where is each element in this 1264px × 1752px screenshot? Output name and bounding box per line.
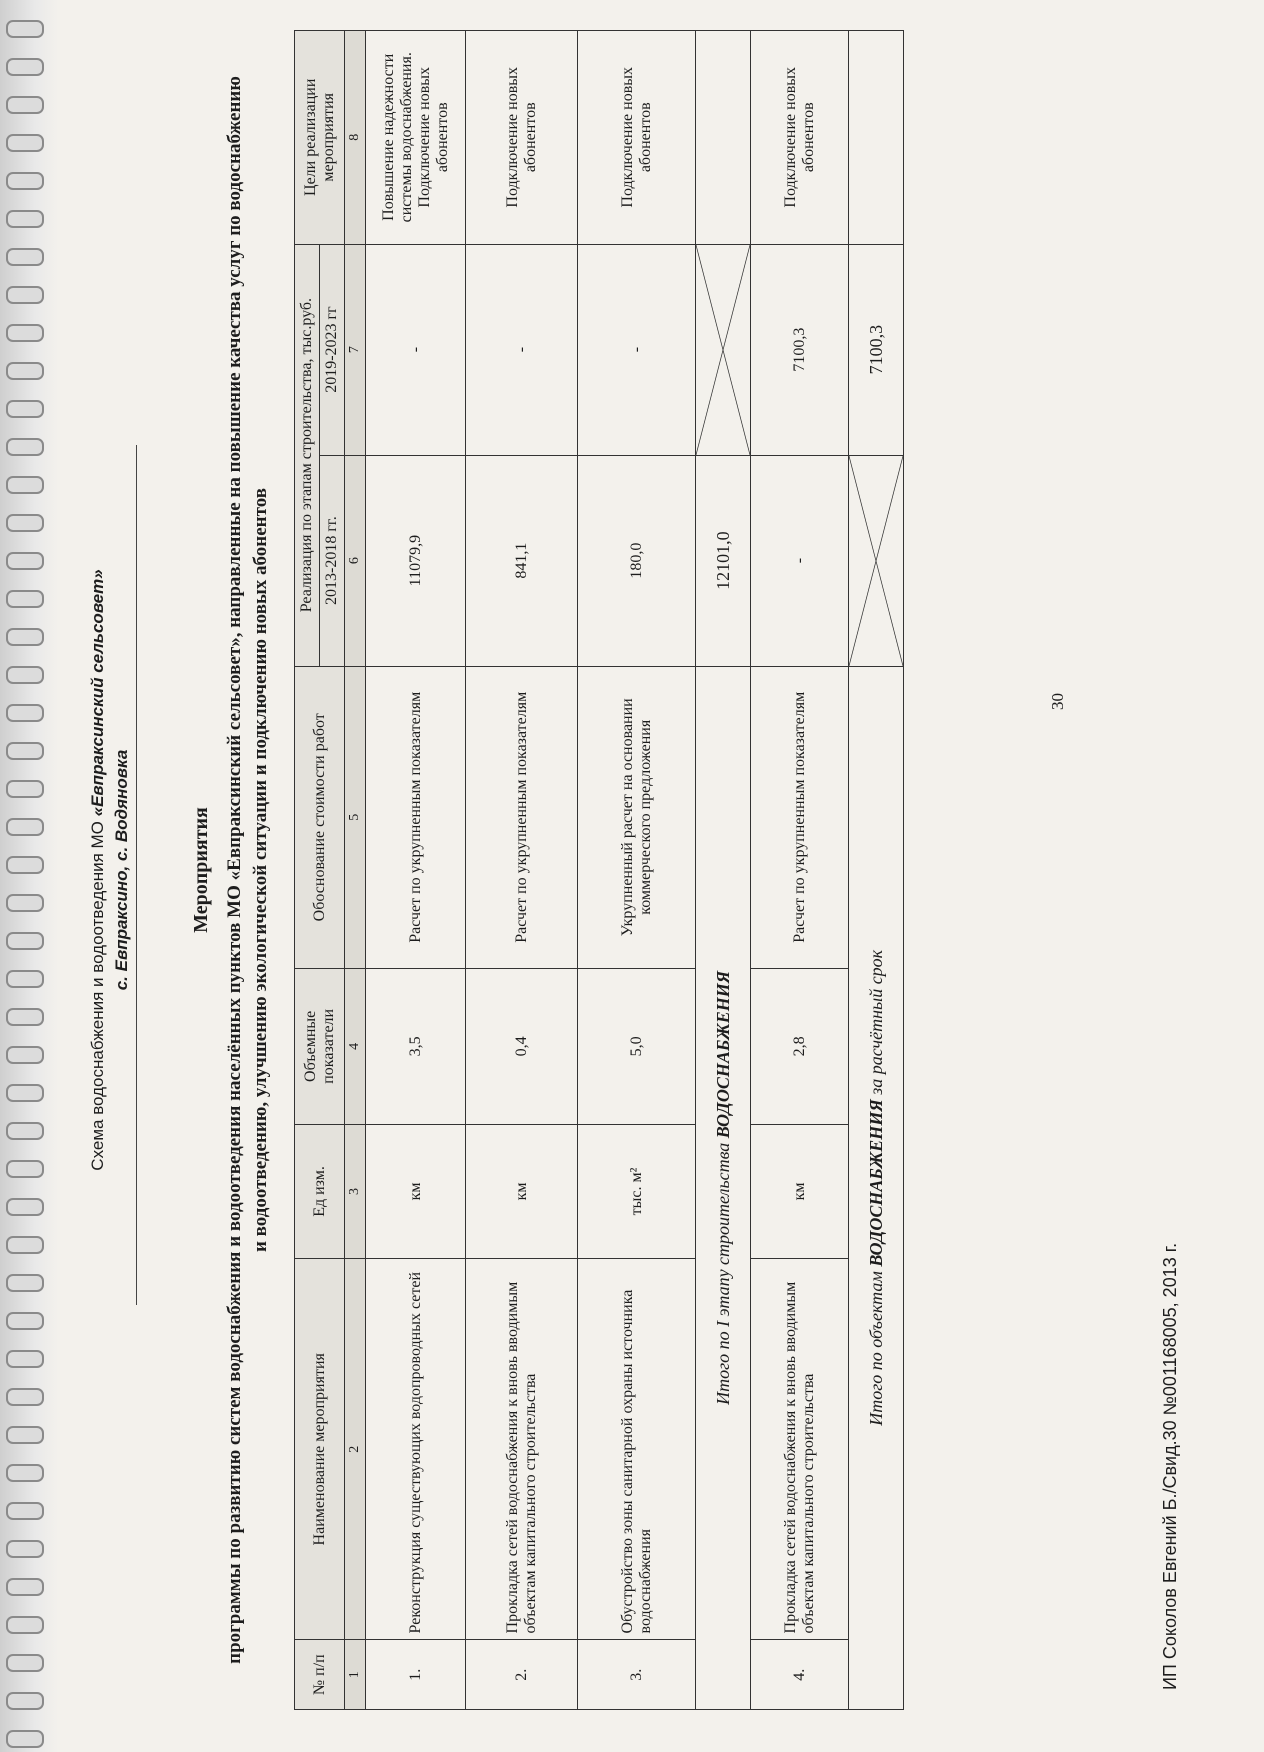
binding-ring (6, 1198, 44, 1216)
binding-ring (6, 1616, 44, 1634)
binding-ring (6, 1084, 44, 1102)
stage1-total-period1: 12101,0 (696, 455, 751, 666)
binding-ring (6, 172, 44, 190)
row-period1: 180,0 (578, 455, 696, 666)
binding-ring (6, 362, 44, 380)
col-realization-header: Реализация по этапам строительства, тыс.руб. (295, 244, 320, 666)
table-row (751, 31, 849, 1710)
row-unit: км (366, 1124, 466, 1258)
row-unit: км (466, 1124, 578, 1258)
row-period2: 7100,3 (751, 244, 849, 455)
binding-ring (6, 1654, 44, 1672)
row-name: Прокладка сетей водоснабжения к вновь вводимым объектам капитального строительства (751, 1259, 849, 1640)
page-subtitle: программы по развитию систем водоснабжения и водоотведения населённых пунктов МО «Евпраксинский сельсовет», направленные на повышение качества услуг по водоснабжению и водоотведению, улучшению экологической ситуации и подключению новых абонентов (224, 76, 271, 1664)
row-num: 3. (578, 1640, 696, 1710)
binding-ring (6, 818, 44, 836)
row-period1: 841,1 (466, 455, 578, 666)
table-row (578, 31, 696, 1710)
row-volume: 3,5 (366, 968, 466, 1124)
binding-ring (6, 1692, 44, 1710)
row-goal: Подключение новых абонентов (578, 31, 696, 245)
row-goal: Подключение новых абонентов (466, 31, 578, 245)
binding-ring (6, 476, 44, 494)
row-period2: - (466, 244, 578, 455)
stage1-total-bold: ВОДОСНАБЖЕНИЯ (712, 970, 733, 1139)
period-total-row (849, 31, 904, 1710)
col-number: 1 (345, 1640, 366, 1710)
col-number: 6 (345, 455, 366, 666)
binding-ring (6, 742, 44, 760)
binding-ring (6, 1350, 44, 1368)
binding-ring (6, 286, 44, 304)
row-unit: км (751, 1124, 849, 1258)
binding-ring (6, 1540, 44, 1558)
row-period1: 11079,9 (366, 455, 466, 666)
empty-cell (849, 31, 904, 245)
table-row (366, 31, 466, 1710)
rotated-page (70, 10, 1240, 1730)
stage1-total-row (696, 31, 751, 1710)
binding-ring (6, 58, 44, 76)
binding-ring (6, 1274, 44, 1292)
binding-ring (6, 324, 44, 342)
binding-ring (6, 210, 44, 228)
page-footer: ИП Соколов Евгений Б./Свид.30 №001168005, 2013 г. (1160, 1242, 1180, 1690)
column-number-row (345, 31, 366, 1710)
binding-ring (6, 1160, 44, 1178)
header-villages: с. Евпраксино, с. Водяновка (112, 749, 131, 991)
binding-ring (6, 552, 44, 570)
binding-ring (6, 1388, 44, 1406)
row-volume: 5,0 (578, 968, 696, 1124)
document-header (88, 10, 108, 1730)
binding-ring (6, 780, 44, 798)
binding-ring (6, 1578, 44, 1596)
row-goal: Повышение надежности системы водоснабжения. Подключение новых абонентов (366, 31, 466, 245)
page-number: 30 (1048, 693, 1067, 710)
row-name: Прокладка сетей водоснабжения к вновь вводимым объектам капитального строительства (466, 1259, 578, 1640)
binding-ring (6, 856, 44, 874)
period-total-prefix: Итого по объектам (865, 1266, 886, 1426)
binding-ring (6, 438, 44, 456)
binding-ring (6, 590, 44, 608)
row-name: Реконструкция существующих водопроводных сетей (366, 1259, 466, 1640)
row-goal: Подключение новых абонентов (751, 31, 849, 245)
col-name-header: Наименование мероприятия (295, 1259, 345, 1640)
stage1-total-label (696, 666, 751, 1709)
binding-ring (6, 1730, 44, 1748)
period-total-bold: ВОДОСНАБЖЕНИЯ (865, 1099, 886, 1267)
binding-ring (6, 1502, 44, 1520)
binding-ring (6, 666, 44, 684)
row-basis: Расчет по укрупненным показателям (466, 666, 578, 968)
binding-ring (6, 970, 44, 988)
stage1-total-prefix: Итого по I этапу строительства (712, 1138, 733, 1405)
col-number: 5 (345, 666, 366, 968)
row-basis: Расчет по укрупненным показателям (366, 666, 466, 968)
binding-ring (6, 628, 44, 646)
col-unit-header: Ед изм. (295, 1124, 345, 1258)
binding-ring (6, 932, 44, 950)
table-row (466, 31, 578, 1710)
col-number: 3 (345, 1124, 366, 1258)
row-period1: - (751, 455, 849, 666)
period-total-suffix: за расчётный срок (865, 949, 886, 1100)
row-name: Обустройство зоны санитарной охраны источника водоснабжения (578, 1259, 696, 1640)
row-basis: Расчет по укрупненным показателям (751, 666, 849, 968)
col-period1-header: 2013-2018 гг. (320, 455, 345, 666)
header-divider (136, 445, 137, 1305)
row-period2: - (578, 244, 696, 455)
period-total-label (849, 666, 904, 1709)
col-volume-header: Объемные показатели (295, 968, 345, 1124)
row-num: 4. (751, 1640, 849, 1710)
col-period2-header: 2019-2023 гг (320, 244, 345, 455)
col-number: 4 (345, 968, 366, 1124)
col-basis-header: Обоснование стоимости работ (295, 666, 345, 968)
row-num: 1. (366, 1640, 466, 1710)
period-total-period2: 7100,3 (849, 244, 904, 455)
row-volume: 0,4 (466, 968, 578, 1124)
binding-ring (6, 1046, 44, 1064)
row-volume: 2,8 (751, 968, 849, 1124)
binding-ring (6, 1464, 44, 1482)
crossed-cell (849, 455, 904, 666)
row-period2: - (366, 244, 466, 455)
binding-ring (6, 96, 44, 114)
col-number: 2 (345, 1259, 366, 1640)
spiral-binding (0, 0, 58, 1752)
col-number: 8 (345, 31, 366, 245)
row-unit: тыс. м² (578, 1124, 696, 1258)
binding-ring (6, 134, 44, 152)
binding-ring (6, 20, 44, 38)
binding-ring (6, 704, 44, 722)
binding-ring (6, 400, 44, 418)
empty-cell (696, 31, 751, 245)
header-row (295, 31, 320, 1710)
col-number: 7 (345, 244, 366, 455)
col-goal-header: Цели реализации мероприятия (295, 31, 345, 245)
binding-ring (6, 1426, 44, 1444)
binding-ring (6, 1122, 44, 1140)
binding-ring (6, 1236, 44, 1254)
binding-ring (6, 248, 44, 266)
row-basis: Укрупненный расчет на основании коммерческого предложения (578, 666, 696, 968)
col-num-header: № п/п (295, 1640, 345, 1710)
binding-ring (6, 1008, 44, 1026)
binding-ring (6, 514, 44, 532)
binding-ring (6, 894, 44, 912)
measures-table (294, 30, 904, 1710)
header-org: «Евпраксинский сельсовет» (88, 569, 107, 817)
row-num: 2. (466, 1640, 578, 1710)
header-prefix: Схема водоснабжения и водоотведения МО (88, 816, 107, 1171)
crossed-cell (696, 244, 751, 455)
page-title: Мероприятия (190, 807, 212, 933)
binding-ring (6, 1312, 44, 1330)
